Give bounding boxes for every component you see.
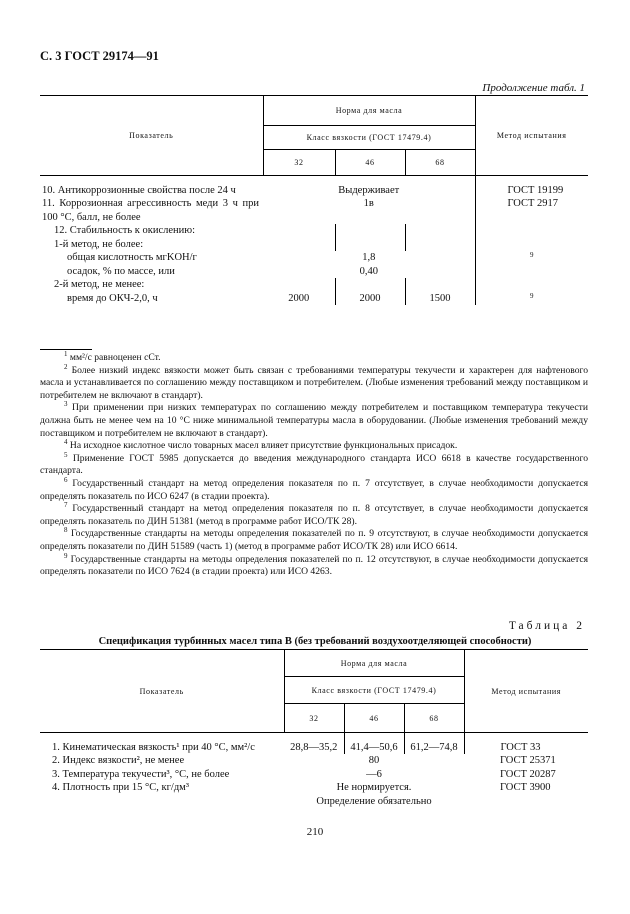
table-row (40, 197, 588, 224)
row-method: ГОСТ 25371 (500, 755, 556, 766)
row-value: 1,8 (263, 251, 475, 265)
footnote: $^4$ На исходное кислотное число товарных масел влияет присутствие функциональных присадок. (64, 437, 458, 452)
grade-32-header: 32 (284, 704, 344, 733)
row-label: время до ОКЧ-2,0, ч (67, 292, 158, 304)
page-number: 210 (306, 826, 324, 838)
continuation-label: Продолжение табл. 1 (482, 82, 585, 94)
row-label: общая кислотность мгKOH/г (67, 252, 197, 263)
row-method: ГОСТ 33 (500, 741, 541, 753)
footnote: $^2$ Более низкий индекс вязкости может быть связан с требованиями температуры текучести и характерен для нафтенового масла и устанавливается по соглашению между поставщиком и потребителем. (Любые изменения требований между поставщиком и потребителем не включают в стандарт). (40, 362, 588, 401)
footnotes (40, 349, 588, 579)
table-1 (40, 95, 588, 305)
col-class-header: Класс вязкости (ГОСТ 17479.4) (284, 677, 464, 704)
row-value: Не нормируется. Определение обязательно (316, 782, 432, 807)
table-2-heading: Спецификация турбинных масел типа В (без требований воздухоотделяющей способности) (98, 636, 532, 647)
row-label: 2-й метод, не менее: (54, 279, 145, 290)
table-row (40, 292, 588, 306)
footnote: $^7$ Государственный стандарт на метод определения показателя по п. 8 отсутствует, в случае необходимости допускается определять показатель по ДИН 51381 (метод в программе работ ИСО/ТК 28). (40, 500, 588, 527)
row-value: 0,40 (263, 265, 475, 279)
row-label: 1-й метод, не более: (54, 238, 144, 250)
footnote: $^8$ Государственные стандарты на методы определения показателей по п. 9 отсутствуют, в случае необходимости допускается определять показатели по ДИН 51589 (часть 1) (метод в программе работ ИСО/ТК 28) или ИСО 6614. (40, 526, 588, 552)
row-method-footnote: 9 (530, 291, 534, 300)
value-68: 61,2—74,8 (404, 741, 464, 755)
table-2-title: Таблица 2 (508, 620, 585, 632)
col-method-header: Метод испытания (464, 650, 588, 733)
row-label: 12. Стабильность к окислению: (54, 225, 196, 236)
row-label: 2. Индекс вязкости², не менее (52, 755, 185, 766)
col-method-header: Метод испытания (475, 96, 588, 176)
table-row (40, 741, 588, 755)
grade-46-header: 46 (335, 150, 405, 176)
table-row (40, 224, 588, 238)
row-value: Выдерживает (263, 184, 475, 198)
page-header: С. 3 ГОСТ 29174—91 (40, 49, 159, 63)
value-46: 2000 (335, 292, 405, 306)
footnote: $^3$ При применении при низких температурах по соглашению между потребителем и поставщиком температура текучести должна быть не менее чем на 10 °С ниже минимальной температуры масла в оборудовании. (Любые изменения требований между поставщиком и потребителем не включают в стандарт). (40, 400, 588, 439)
footnote: $^6$ Государственный стандарт на метод определения показателя по п. 7 отсутствует, в случае необходимости допускается определять показатель по ИСО 6247 (в стадии проекта). (40, 475, 588, 502)
grade-32-header: 32 (263, 150, 335, 176)
table-row (40, 251, 588, 265)
row-value: 80 (368, 755, 380, 766)
row-value: —6 (366, 768, 382, 780)
row-label: 11. Коррозионная агрессивность меди 3 ч при 100 °С, балл, не более (42, 198, 259, 223)
row-method-footnote: 9 (530, 251, 534, 259)
value-46: 41,4—50,6 (344, 741, 404, 755)
col-class-header: Класс вязкости (ГОСТ 17479.4) (263, 126, 475, 150)
col-norm-header: Норма для масла (263, 96, 475, 126)
value-68: 1500 (405, 292, 475, 306)
col-norm-header: Норма для масла (284, 650, 464, 677)
table-row (40, 278, 588, 292)
footnote: $^1$ мм²/с равноценен сСт. (64, 349, 161, 363)
row-label: 3. Температура текучести³, °С, не более (52, 768, 230, 780)
table-row (40, 781, 588, 808)
table-row (40, 238, 588, 252)
col-indicator-header: Показатель (40, 650, 284, 733)
row-method: ГОСТ 20287 (500, 768, 556, 780)
grade-68-header: 68 (405, 150, 475, 176)
grade-46-header: 46 (344, 704, 404, 733)
value-32: 28,8—35,2 (284, 741, 344, 755)
footnote: $^5$ Применение ГОСТ 5985 допускается до введения международного стандарта ИСО 6618 в качестве государственного стандарта. (40, 450, 588, 477)
row-label: 1. Кинематическая вязкость¹ при 40 °С, мм²/с (52, 741, 255, 753)
table-row (40, 184, 588, 198)
row-label: осадок, % по массе, или (67, 265, 175, 277)
table-row (40, 768, 588, 782)
row-method: ГОСТ 19199 (507, 184, 564, 196)
value-32: 2000 (263, 292, 335, 306)
row-label: 10. Антикоррозионные свойства после 24 ч (42, 184, 236, 196)
table-row (40, 265, 588, 279)
row-value: 1в (263, 197, 475, 224)
table-row (40, 754, 588, 768)
row-method: ГОСТ 3900 (500, 782, 551, 793)
row-label: 4. Плотность при 15 °С, кг/дм³ (52, 782, 189, 793)
row-method: ГОСТ 2917 (507, 198, 559, 209)
col-indicator-header: Показатель (40, 96, 263, 176)
table-2 (40, 649, 588, 808)
grade-68-header: 68 (404, 704, 464, 733)
footnote: $^9$ Государственные стандарты на методы определения показателей по п. 12 отсутствуют, в случае необходимости допускается определять показатели по ИСО 7624 (в стадии проекта) или ИСО 4263. (40, 551, 588, 578)
